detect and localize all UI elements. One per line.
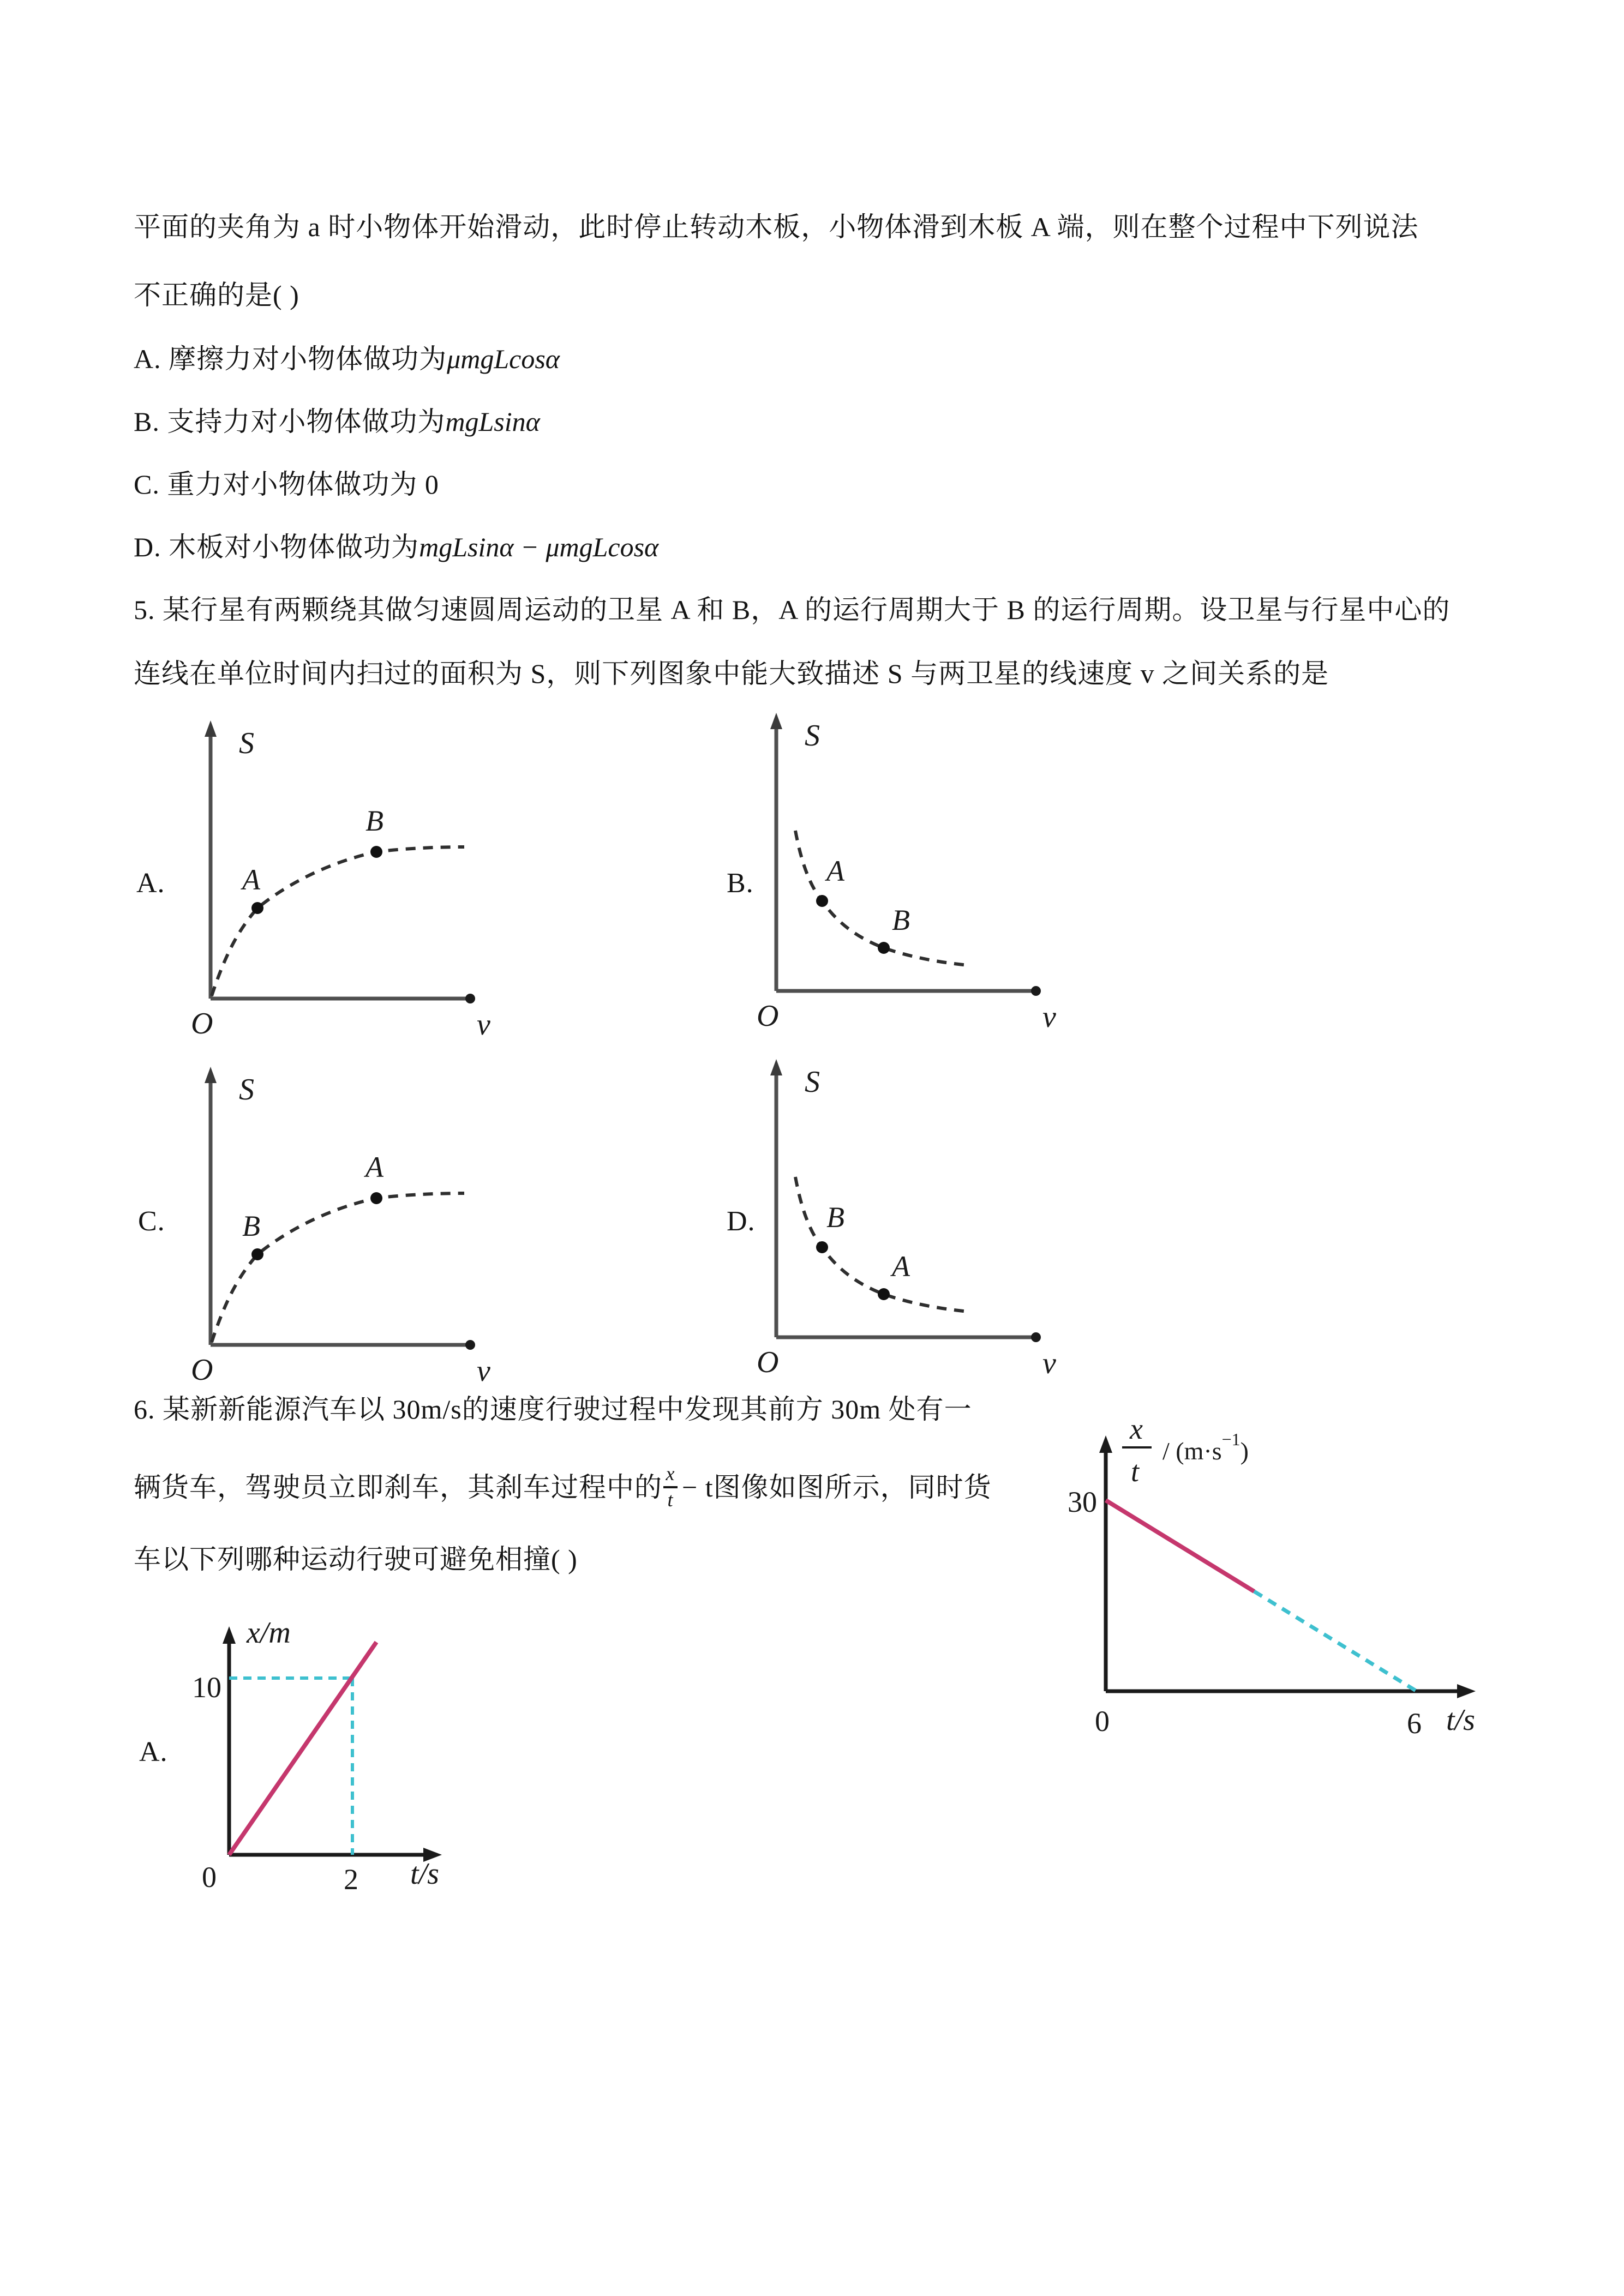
q4-option-a-text: A. 摩擦力对小物体做功为 bbox=[134, 344, 447, 374]
q4-option-b-text: B. 支持力对小物体做功为 bbox=[134, 406, 446, 437]
y-axis-arrow-icon bbox=[205, 1067, 217, 1083]
q4-option-b bbox=[134, 405, 540, 438]
q4-option-d bbox=[134, 530, 658, 564]
x-tick-2: 2 bbox=[344, 1863, 358, 1896]
x-axis-end-dot bbox=[1031, 1332, 1041, 1342]
q6-stem-line3: 车以下列哪种运动行驶可避免相撞( ) bbox=[134, 1544, 578, 1574]
point-label-2: A bbox=[365, 1151, 383, 1183]
origin-label: O bbox=[191, 1007, 213, 1041]
axes bbox=[776, 724, 1036, 991]
braking-line-solid bbox=[1106, 1500, 1254, 1591]
origin-label: O bbox=[757, 1345, 779, 1379]
y-axis-label: S bbox=[805, 1065, 820, 1099]
y-axis-arrow-icon bbox=[223, 1626, 236, 1644]
x-axis-label: v bbox=[1042, 1347, 1056, 1380]
y-title-numerator: x bbox=[1130, 1413, 1143, 1445]
q5-graph-d bbox=[744, 1043, 1082, 1381]
point-dot-2 bbox=[370, 846, 382, 858]
q6-stem-line1: 6. 某新新能源汽车以 30m/s的速度行驶过程中发现其前方 30m 处有一 bbox=[134, 1394, 972, 1425]
point-label-1: B bbox=[826, 1201, 844, 1234]
point-label-1: A bbox=[242, 863, 260, 896]
q4-option-b-formula: mgLsinα bbox=[445, 406, 540, 437]
q5-graph-b-letter: B. bbox=[727, 868, 754, 899]
q5-graph-c-letter: C. bbox=[138, 1206, 165, 1237]
fraction-bar bbox=[663, 1486, 678, 1488]
q4-option-d-formula: mgLsinα − μmgLcosα bbox=[419, 532, 659, 562]
y-title-unit bbox=[1162, 1429, 1249, 1465]
q6-main-chart bbox=[1061, 1385, 1623, 1800]
braking-line-dashed bbox=[1254, 1591, 1417, 1691]
point-dot-1 bbox=[816, 1241, 828, 1253]
q4-option-c bbox=[134, 467, 439, 501]
x-axis-label: t/s bbox=[1446, 1703, 1475, 1737]
x-axis-label: v bbox=[477, 1354, 490, 1388]
fraction-numerator: x bbox=[666, 1463, 675, 1485]
x-over-t-fraction bbox=[663, 1464, 678, 1511]
point-label-2: B bbox=[892, 904, 910, 936]
q5-stem-line2: 连线在单位时间内扫过的面积为 S，则下列图象中能大致描述 S 与两卫星的线速度 v 之间关系的是 bbox=[134, 658, 1329, 689]
x-axis-arrow-icon bbox=[1457, 1684, 1476, 1698]
x-axis-end-dot bbox=[465, 994, 475, 1003]
q5-graph-a-letter: A. bbox=[136, 868, 165, 899]
unit-superscript: −1 bbox=[1221, 1429, 1241, 1449]
q6-stem-line2-post: − t图像如图所示，同时货 bbox=[682, 1472, 992, 1502]
q4-stem-line2: 不正确的是( ) bbox=[134, 280, 299, 310]
q6-stem-line2-pre: 辆货车，驾驶员立即刹车，其刹车过程中的 bbox=[134, 1472, 662, 1502]
x-axis-end-dot bbox=[1031, 986, 1041, 996]
origin-label: O bbox=[191, 1353, 213, 1387]
x-axis-label: t/s bbox=[410, 1857, 439, 1891]
axes bbox=[229, 1637, 430, 1855]
origin-label: O bbox=[757, 999, 779, 1033]
q5-graph-b bbox=[744, 696, 1082, 1035]
y-axis-label: S bbox=[805, 719, 820, 753]
y-axis-arrow-icon bbox=[770, 713, 782, 729]
q5-graph-a bbox=[178, 704, 516, 1042]
y-axis-arrow-icon bbox=[1099, 1435, 1112, 1453]
point-label-2: A bbox=[892, 1250, 910, 1283]
x-tick-0: 0 bbox=[1095, 1705, 1110, 1738]
q4-option-a bbox=[134, 342, 560, 376]
y-axis-arrow-icon bbox=[205, 720, 217, 737]
unit-pre: / (m·s bbox=[1162, 1437, 1222, 1465]
q4-stem-line1: 平面的夹角为 a 时小物体开始滑动，此时停止转动木板，小物体滑到木板 A 端，则在整个过程中下列说法 bbox=[134, 212, 1419, 242]
x-tick-0: 0 bbox=[202, 1861, 217, 1894]
y-axis-label: S bbox=[239, 726, 254, 760]
axes bbox=[776, 1070, 1036, 1337]
y-axis-label: S bbox=[239, 1073, 254, 1107]
q5-stem-line1: 5. 某行星有两颗绕其做匀速圆周运动的卫星 A 和 B，A 的运行周期大于 B 的运行周期。设卫星与行星中心的 bbox=[134, 594, 1451, 625]
q5-graph-d-letter: D. bbox=[727, 1206, 756, 1237]
point-dot-2 bbox=[370, 1192, 382, 1204]
point-dot-1 bbox=[816, 895, 828, 907]
x-axis-end-dot bbox=[465, 1340, 475, 1350]
q6-option-a-letter: A. bbox=[139, 1736, 168, 1768]
point-dot-2 bbox=[878, 1288, 890, 1300]
point-dot-1 bbox=[251, 902, 263, 914]
q4-option-a-formula: μmgLcosα bbox=[447, 344, 560, 374]
y-axis-label: x/m bbox=[247, 1616, 291, 1650]
q6-option-a-chart bbox=[164, 1603, 469, 1909]
unit-post: ) bbox=[1240, 1437, 1249, 1465]
truck-motion-line bbox=[229, 1642, 376, 1855]
point-dot-2 bbox=[878, 942, 890, 954]
axes bbox=[1106, 1446, 1464, 1691]
fraction-denominator: t bbox=[667, 1489, 674, 1511]
q6-stem-line2 bbox=[134, 1457, 992, 1517]
point-label-2: B bbox=[365, 804, 383, 837]
q4-option-d-text: D. 木板对小物体做功为 bbox=[134, 532, 420, 562]
y-title-denominator: t bbox=[1131, 1455, 1140, 1488]
y-axis-arrow-icon bbox=[770, 1059, 782, 1075]
y-tick-10: 10 bbox=[192, 1671, 221, 1704]
point-label-1: A bbox=[826, 855, 844, 887]
q4-option-c-text: C. 重力对小物体做功为 0 bbox=[134, 469, 439, 500]
point-dot-1 bbox=[251, 1248, 263, 1260]
point-label-1: B bbox=[242, 1210, 260, 1242]
x-axis-label: v bbox=[1042, 1000, 1056, 1034]
x-axis-label: v bbox=[477, 1008, 490, 1042]
x-tick-6: 6 bbox=[1407, 1707, 1422, 1740]
q5-graph-c bbox=[178, 1050, 516, 1389]
y-tick-30: 30 bbox=[1068, 1486, 1097, 1518]
